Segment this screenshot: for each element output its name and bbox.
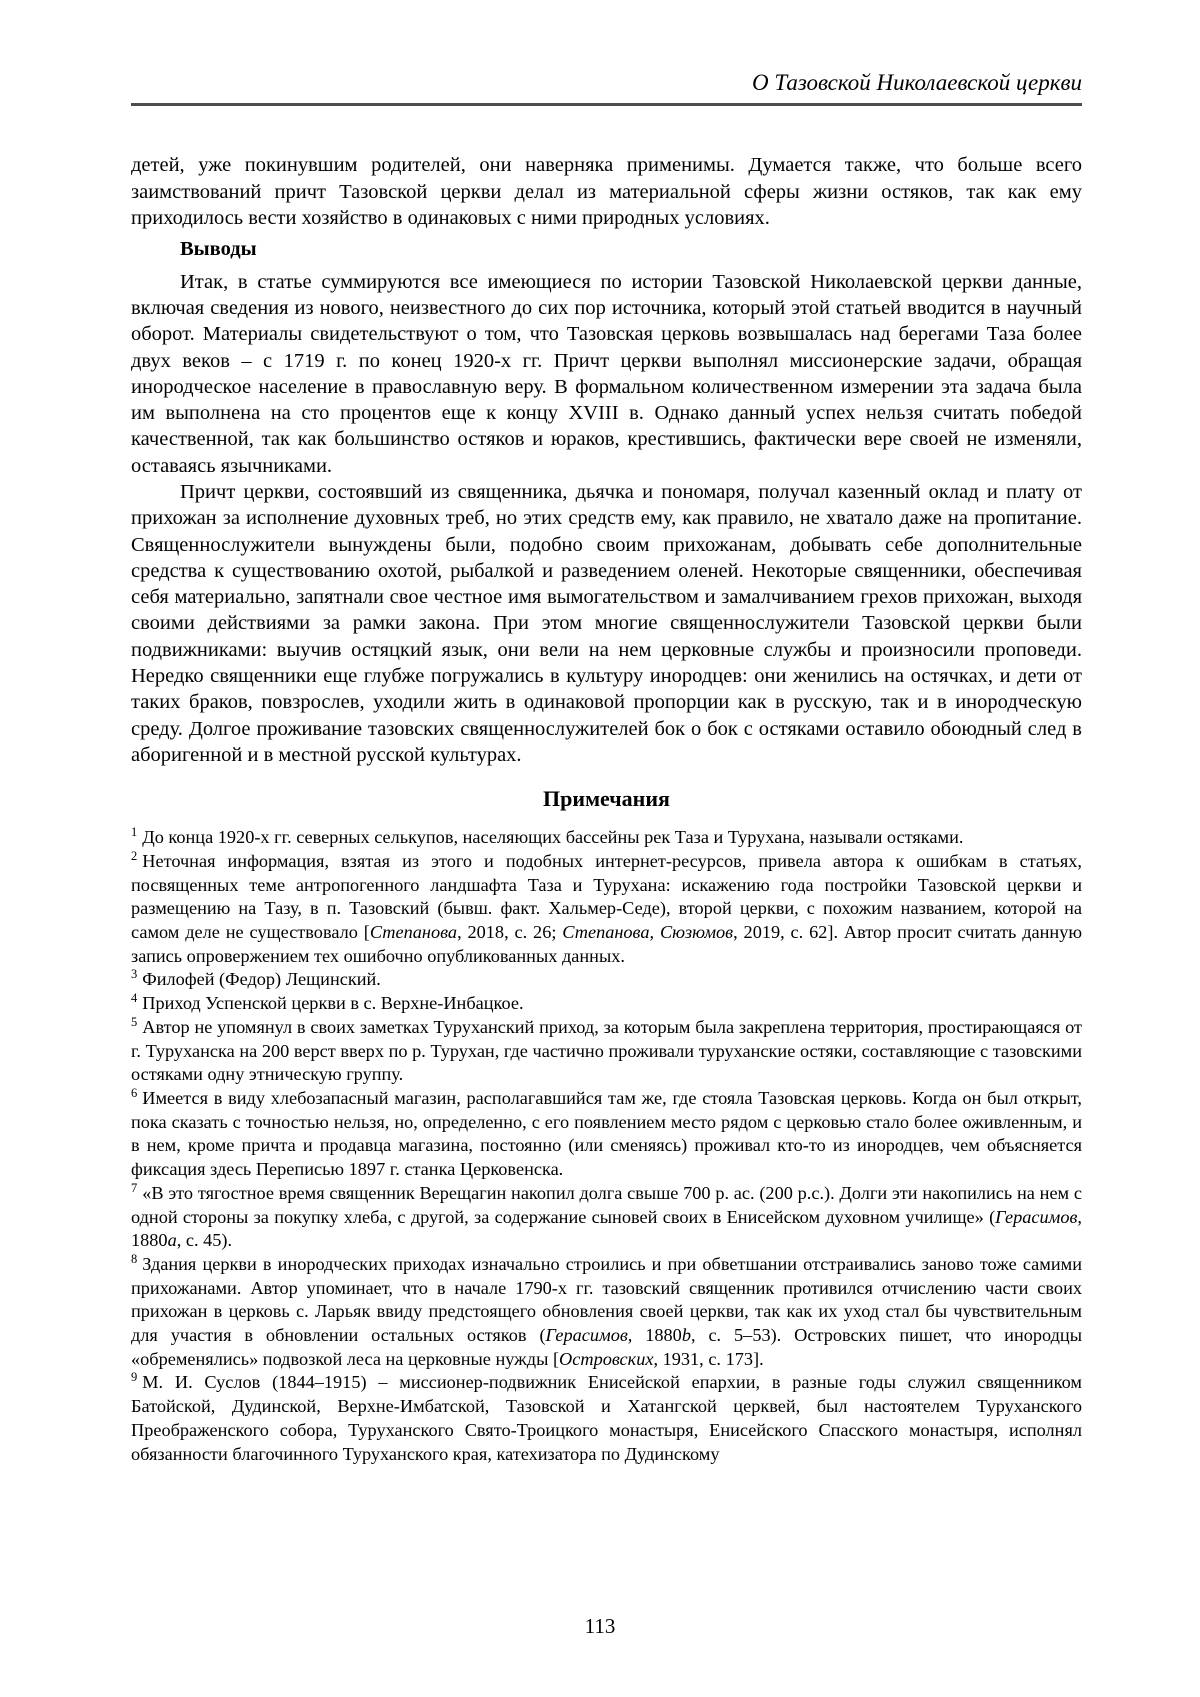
page-number: 113 — [584, 1614, 616, 1638]
endnote-text-segment: Герасимов — [995, 1206, 1078, 1227]
endnote-text-segment: «В это тягостное время священник Верещагин накопил долга свыше 700 р. ас. (200 р.с.). Долги эти накопились на нем с одной стороны за покупку хлеба, с другой, за содержание сыновей своих в Енисейском духовном училище» ( — [131, 1182, 1082, 1227]
section-heading: Выводы — [180, 238, 257, 261]
endnote-text-segment: а — [167, 1230, 177, 1251]
endnote-text-segment: Островских — [559, 1348, 654, 1369]
endnote-text-segment: , с. 5–53). Островских пишет, что инородцы «обременялись» подвозкой леса на церковные нужды [ — [131, 1325, 1082, 1369]
endnote-text-segment: М. И. Суслов (1844–1915) – миссионер-подвижник Енисейской епархии, в разные годы служил священником Батойской, Дудинской, Верхне-Имбатской, Тазовской и Хатангской церквей, был настоятелем Туруханского Преображенского собора, Туруханского Свято-Троицкого монастыря, Енисейского Спасского монастыря, исполнял обязанности благочинного Туруханского края, катехизатора по Дудинскому — [131, 1372, 1082, 1464]
endnote-number: 5 — [131, 1014, 138, 1029]
endnote — [131, 992, 1082, 1016]
endnote-text-segment: , с. 45). — [176, 1230, 233, 1251]
paragraph: Причт церкви, состоявший из священника, дьячка и пономаря, получал казенный оклад и плату от прихожан за исполнение духовных треб, но этих средств ему, как правило, не хватало даже на пропитание. Священнослужители вынуждены были, подобно своим прихожанам, добывать себе дополнительные средства к существованию охотой, рыбалкой и разведением оленей. Некоторые священники, обеспечивая себя материально, запятнали свое честное имя вымогательством и замалчиванием грехов прихожан, выходя своими действиями за рамки закона. При этом многие священнослужители Тазовской церкви были подвижниками: выучив остяцкий язык, они вели на нем церковные службы и произносили проповеди. Нередко священники еще глубже погружались в культуру инородцев: они женились на остячках, и дети от таких браков, повзрослев, уходили жить в одинаковой пропорции как в русскую, так и в инородческую среду. Долгое проживание тазовских священнослужителей бок о бок с остяками оставило обоюдный след в аборигенной и в местной русской культурах. — [131, 481, 1082, 766]
page-content — [131, 0, 1082, 1466]
article-body — [131, 152, 1082, 768]
endnote-text-segment: Приход Успенской церкви в с. Верхне-Инбацкое. — [142, 993, 524, 1014]
endnote-text-segment: Филофей (Федор) Лещинский. — [142, 969, 381, 990]
endnote — [131, 1371, 1082, 1466]
endnote-number: 2 — [131, 848, 138, 863]
notes-heading: Примечания — [543, 786, 670, 812]
endnote-text-segment: , 2018, с. 26; — [457, 922, 563, 943]
endnote — [131, 1182, 1082, 1253]
endnote-text-segment: Степанова — [369, 922, 458, 943]
endnote-text-segment: Здания церкви в инородческих приходах изначально строились и при обветшании отстраивались заново тоже самими прихожанами. Автор упоминает, что в начале 1790-х гг. тазовский священник противился отчислению части своих прихожан в церковь с. Ларьяк ввиду предстоящего обновления своей церкви, так как их уход стал бы чувствительным для участия в обновлении остальных остяков ( — [131, 1253, 1082, 1346]
endnote — [131, 1087, 1082, 1182]
endnote-text-segment: Имеется в виду хлебозапасный магазин, располагавшийся там же, где стояла Тазовская церковь. Когда он был открыт, пока сказать с точностью нельзя, но, определенно, с его появлением место рядом с церковью стало более оживленным, и в нем, кроме причта и продавца магазина, постоянно (или сменяясь) проживал кто-то из инородцев, чем объясняется фиксация здесь Переписью 1897 г. станка Церковенска. — [131, 1088, 1082, 1180]
endnote-text-segment: , 1931, с. 173]. — [653, 1348, 764, 1369]
endnote-text-segment: Герасимов — [545, 1325, 628, 1346]
notes-list — [131, 826, 1082, 1466]
endnote-text-segment: , 1880 — [627, 1325, 682, 1346]
running-head-title: О Тазовской Николаевской церкви — [752, 70, 1082, 95]
paragraph: детей, уже покинувшим родителей, они наверняка применимы. Думается также, что больше всего заимствований причт Тазовской церкви делал из материальной сферы жизни остяков, так как ему приходилось вести хозяйство в одинаковых с ними природных условиях. — [131, 154, 1082, 230]
endnote-text-segment: , 1880 — [131, 1206, 1082, 1251]
endnote-text-segment: Степанова, Сюзюмов — [562, 922, 734, 943]
endnote-number: 4 — [131, 991, 138, 1006]
paragraph: Итак, в статье суммируются все имеющиеся по истории Тазовской Николаевской церкви данные, включая сведения из нового, неизвестного до сих пор источника, который этой статьей вводится в научный оборот. Материалы свидетельствуют о том, что Тазовская церковь возвышалась над берегами Таза более двух веков – с 1719 г. по конец 1920-х гг. Причт церкви выполнял миссионерские задачи, обращая инородческое население в православную веру. В формальном количественном измерении эта задача была им выполнена на сто процентов еще к концу XVIII в. Однако данный успех нельзя считать победой качественной, так как большинство остяков и юраков, крестившись, фактически вере своей не изменяли, оставаясь язычниками. — [131, 270, 1082, 477]
endnote — [131, 826, 1082, 850]
endnote — [131, 1016, 1082, 1087]
endnote-number: 7 — [131, 1180, 138, 1195]
endnote-text-segment: До конца 1920-х гг. северных селькупов, населяющих бассейны рек Таза и Турухана, называли остяками. — [142, 827, 964, 848]
endnote-number: 6 — [131, 1085, 138, 1100]
header-rule — [131, 103, 1082, 106]
endnote — [131, 968, 1082, 992]
endnote-text-segment: , 2019, с. 62]. Автор просит считать данную запись опровержением тех ошибочно опубликованных данных. — [131, 922, 1083, 966]
endnote-text-segment: Неточная информация, взятая из этого и подобных интернет-ресурсов, привела автора к ошибкам в статьях, посвященных теме антропогенного ландшафта Таза и Турухана: искажению года постройки Тазовской церкви и размещению на Тазу, в п. Тазовский (бывш. факт. Хальмер-Седе), второй церкви, с похожим названием, которой на самом деле не существовало [ — [131, 850, 1082, 943]
endnote-text-segment: Автор не упомянул в своих заметках Туруханский приход, за которым была закреплена территория, простирающаяся от г. Туруханска на 200 верст вверх по р. Турухан, где частично проживали туруханские остяки, составляющие с тазовскими остяками одну этническую группу. — [131, 1016, 1082, 1085]
endnote-text-segment: b — [681, 1325, 691, 1346]
endnote — [131, 850, 1082, 969]
endnote-number: 3 — [131, 967, 138, 982]
endnote-number: 9 — [131, 1370, 138, 1385]
endnote-number: 8 — [131, 1251, 138, 1266]
endnote — [131, 1253, 1082, 1372]
endnote-number: 1 — [131, 825, 138, 840]
